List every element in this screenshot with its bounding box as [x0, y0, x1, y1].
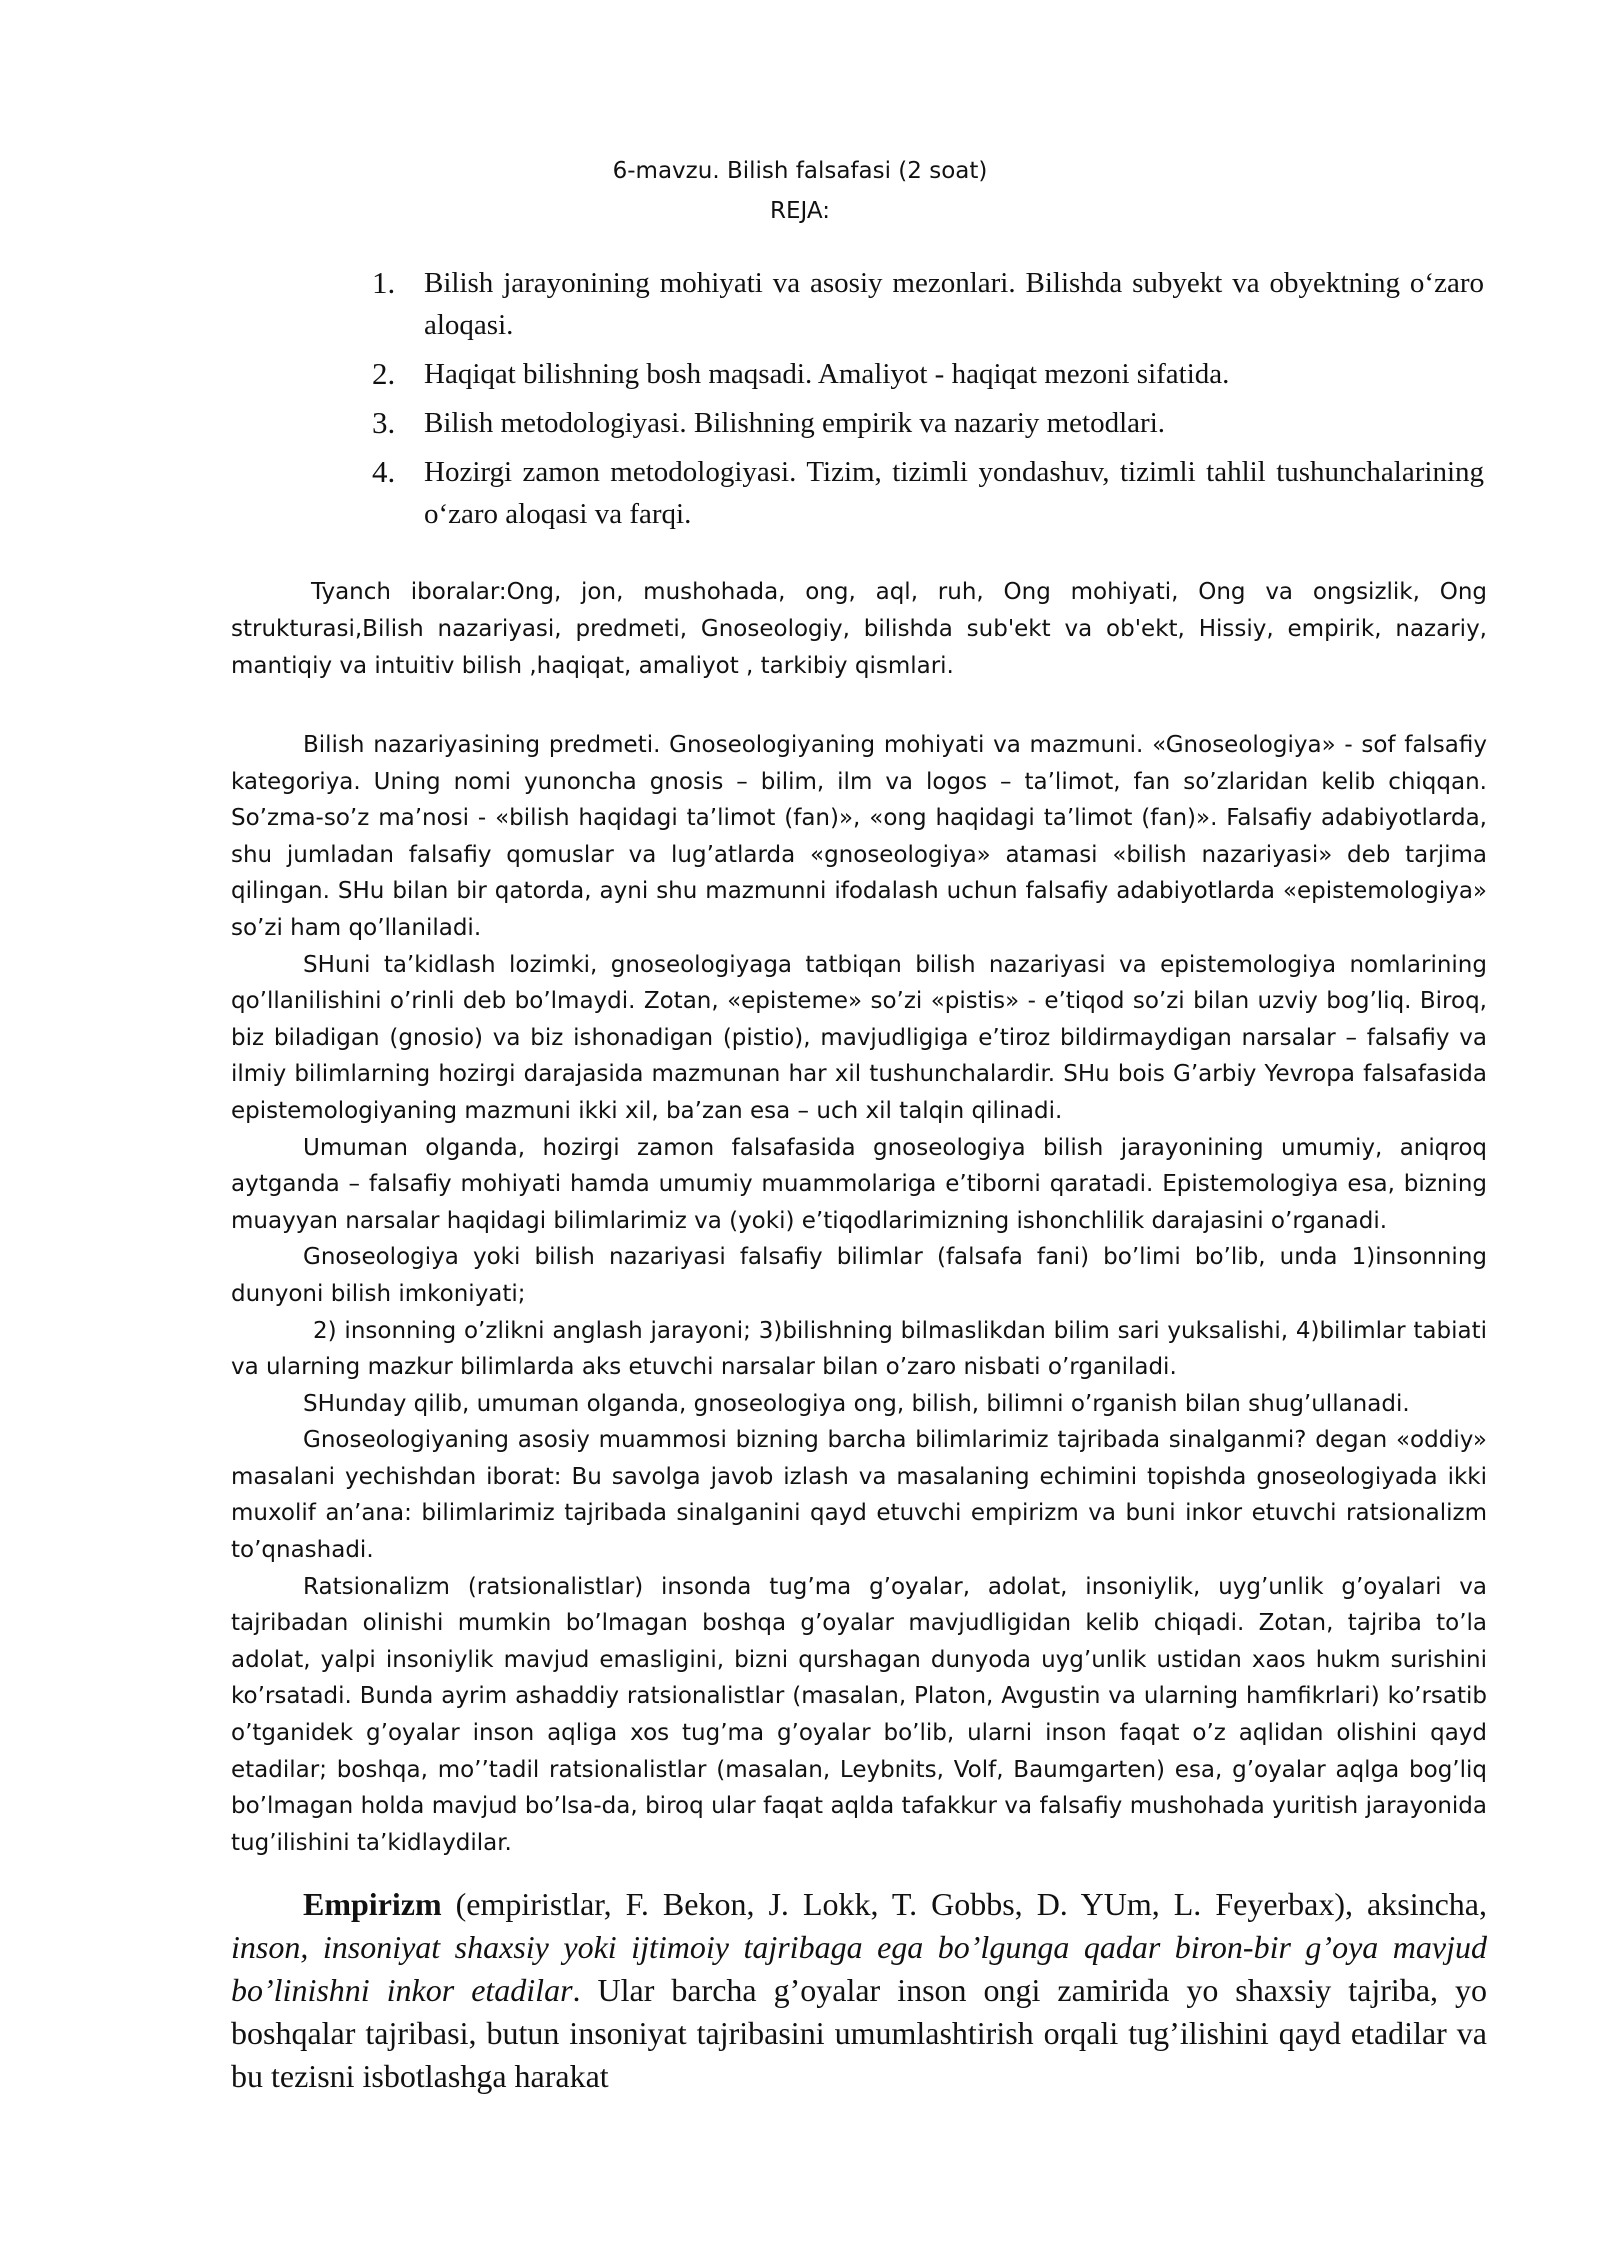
body-text: [231, 727, 1487, 1861]
plan-item-number: 3.: [372, 405, 396, 440]
paragraph: Gnoseologiya yoki bilish nazariyasi falsafiy bilimlar (falsafa fani) bo’limi bo’lib, unda 1)insonning dunyoni bilish imkoniyati;: [231, 1244, 1487, 1307]
keywords-paragraph: Tyanch iboralar:Ong, jon, mushohada, ong, aql, ruh, Ong mohiyati, Ong va ongsizlik, Ong strukturasi,Bilish nazariyasi, predmeti, Gnoseologiy, bilishda sub'ekt va ob'ekt, Hissiy, empirik, nazariy, mantiqiy va intuitiv bilish ,haqiqat, amaliyot , tarkibiy qismlari.: [231, 579, 1487, 679]
paragraph: Gnoseologiyaning asosiy muammosi bizning barcha bilimlarimiz tajribada sinalganmi? degan «oddiy» masalani yechishdan iborat: Bu savolga javob izlash va masalaning echimini topishda gnoseologiyada ikki muxolif an’ana: bilimlarimiz tajribada sinalganini qayd etuvchi empirizm va buni inkor etuvchi ratsionalizm to’qnashadi.: [231, 1427, 1487, 1564]
plan-list: [372, 262, 1484, 542]
plan-item-text: Bilish jarayonining mohiyati va asosiy mezonlari. Bilishda subyekt va obyektning o‘zaro aloqasi.: [424, 267, 1484, 341]
plan-item-number: 4.: [372, 454, 396, 489]
plan-item-text: Haqiqat bilishning bosh maqsadi. Amaliyot - haqiqat mezoni sifatida.: [424, 358, 1230, 390]
paragraph: 2) insonning o’zlikni anglash jarayoni; 3)bilishning bilmaslikdan bilim sari yuksalishi, 4)bilimlar tabiati va ularning mazkur bilimlarda aks etuvchi narsalar bilan o’zaro nisbati o’rganiladi.: [231, 1317, 1487, 1381]
plan-item-text: Hozirgi zamon metodologiyasi. Tizim, tizimli yondashuv, tizimli tahlil tushunchalarining o‘zaro aloqasi va farqi.: [424, 456, 1484, 530]
plan-item-text: Bilish metodologiyasi. Bilishning empirik va nazariy metodlari.: [424, 407, 1166, 439]
plan-item-number: 1.: [372, 265, 396, 300]
plan-item-number: 2.: [372, 356, 396, 391]
plan-item: [372, 402, 1484, 444]
paragraph: Umuman olganda, hozirgi zamon falsafasida gnoseologiya bilish jarayonining umumiy, aniqroq aytganda – falsafiy mohiyati hamda umumiy muammolariga e’tiborni qaratadi. Epistemologiya esa, bizning muayyan narsalar haqidagi bilimlarimiz va (yoki) e’tiqodlarimizning ishonchlilik darajasini o’rganadi.: [231, 1134, 1487, 1234]
paragraph: SHunday qilib, umuman olganda, gnoseologiya ong, bilish, bilimni o’rganish bilan shug’ullanadi.: [303, 1390, 1410, 1417]
empirizm-text-1: (empiristlar, F. Bekon, J. Lokk, T. Gobbs, D. YUm, L. Feyerbax), aksincha,: [441, 1886, 1487, 1922]
plan-item: [372, 353, 1484, 395]
paragraph: Bilish nazariyasining predmeti. Gnoseologiyaning mohiyati va mazmuni. «Gnoseologiya» - sof falsafiy kategoriya. Uning nomi yunoncha gnosis – bilim, ilm va logos – ta’limot, fan so’zlaridan kelib chiqqan. So’zma-so’z ma’nosi - «bilish haqidagi ta’limot (fan)», «ong haqidagi ta’limot (fan)». Falsafiy adabiyotlarda, shu jumladan falsafiy qomuslar va lug’atlarda «gnoseologiya» atamasi «bilish nazariyasi» deb tarjima qilingan. SHu bilan bir qatorda, ayni shu mazmunni ifodalash uchun falsafiy adabiyotlarda «epistemologiya» so’zi ham qo’llaniladi.: [231, 732, 1487, 941]
page-title: 6-mavzu. Bilish falsafasi (2 soat): [612, 158, 988, 184]
plan-item: [372, 451, 1484, 535]
paragraph: SHuni ta’kidlash lozimki, gnoseologiyaga tatbiqan bilish nazariyasi va epistemologiya nomlarining qo’llanilishini o’rinli deb bo’lmaydi. Zotan, «episteme» so’zi «pistis» - e’tiqod so’zi bilan uzviy bog’liq. Biroq, biz biladigan (gnosio) va biz ishonadigan (pistio), mavjudligiga e’tiroz bildirmaydigan narsalar – falsafiy va ilmiy bilimlarning hozirgi darajasida mazmunan har xil tushunchalardir. SHu bois G’arbiy Yevropa falsafasida epistemologiyaning mazmuni ikki xil, ba’zan esa – uch xil talqin qilinadi.: [231, 951, 1487, 1124]
plan-item: [372, 262, 1484, 346]
empirizm-paragraph: [231, 1883, 1487, 2098]
empirizm-emphasis: inson, insoniyat shaxsiy yoki ijtimoiy tajribaga ega bo’lgunga qadar biron-bir g’oya mavjud bo’linishni inkor etadilar: [231, 1929, 1487, 2008]
empirizm-term: Empirizm: [303, 1886, 442, 1922]
empirizm-text-2: . Ular barcha g’oyalar inson ongi zamirida yo shaxsiy tajriba, yo boshqalar tajribasi, butun insoniyat tajribasini umumlashtirish orqali tug’ilishini qayd etadilar va bu tezisni isbotlashga harakat: [231, 1972, 1487, 2094]
plan-heading: REJA:: [770, 198, 830, 224]
paragraph: Ratsionalizm (ratsionalistlar) insonda tug’ma g’oyalar, adolat, insoniylik, uyg’unlik g’oyalari va tajribadan olinishi mumkin bo’lmagan boshqa g’oyalar mavjudligidan kelib chiqadi. Zotan, tajriba to’la adolat, yalpi insoniylik mavjud emasligini, bizni qurshagan dunyoda uyg’unlik ustidan xaos hukm surishini ko’rsatadi. Bunda ayrim ashaddiy ratsionalistlar (masalan, Platon, Avgustin va ularning hamfikrlari) ko’rsatib o’tganidek g’oyalar inson aqliga xos tug’ma g’oyalar bo’lib, ularni inson faqat o’z aqlidan olishini qayd etadilar; boshqa, mo’’tadil ratsionalistlar (masalan, Leybnits, Volf, Baumgarten) esa, g’oyalar aqlga bog’liq bo’lmagan holda mavjud bo’lsa-da, biroq ular faqat aqlda tafakkur va falsafiy mushohada yuritish jarayonida tug’ilishini ta’kidlaydilar.: [231, 1573, 1487, 1856]
